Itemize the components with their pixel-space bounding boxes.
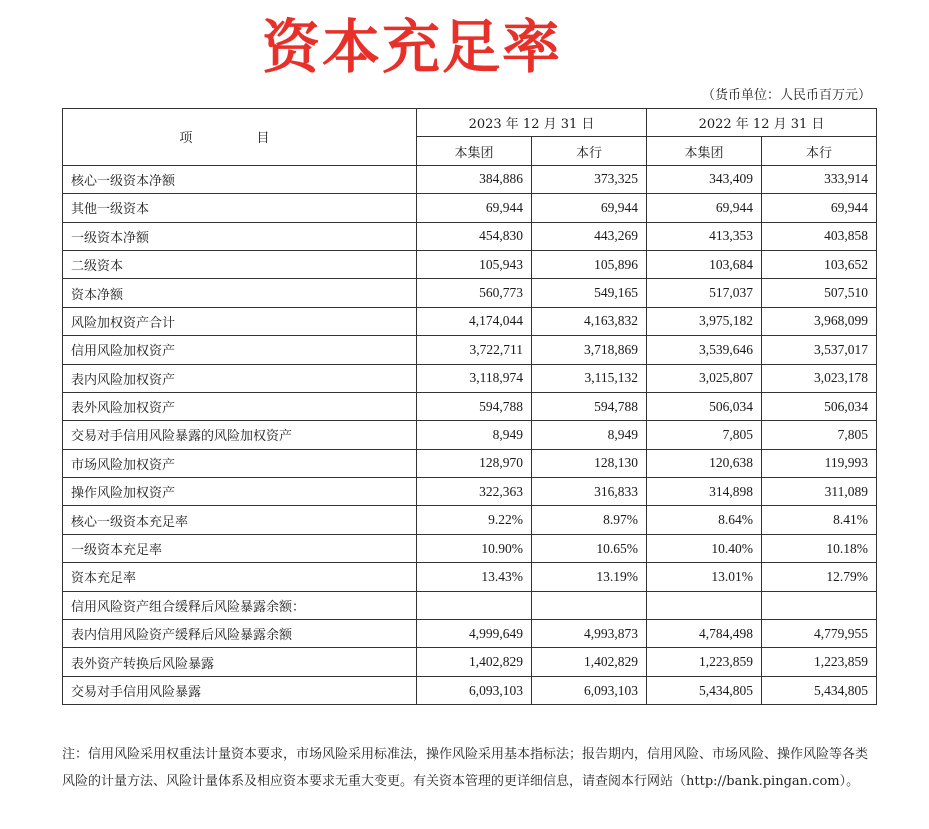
table-row — [63, 449, 877, 477]
value-cell: 5,434,805 — [647, 676, 762, 704]
value-cell: 314,898 — [647, 478, 762, 506]
row-label: 信用风险加权资产 — [63, 336, 417, 364]
value-cell: 384,886 — [417, 165, 532, 193]
value-cell: 4,993,873 — [532, 620, 647, 648]
group-2022-header: 本集团 — [647, 137, 762, 165]
table-row — [63, 506, 877, 534]
value-cell: 322,363 — [417, 478, 532, 506]
value-cell: 13.01% — [647, 563, 762, 591]
value-cell: 506,034 — [762, 392, 877, 420]
value-cell: 413,353 — [647, 222, 762, 250]
value-cell: 8,949 — [532, 421, 647, 449]
value-cell: 1,223,859 — [647, 648, 762, 676]
table-row — [63, 421, 877, 449]
row-label: 表外风险加权资产 — [63, 392, 417, 420]
value-cell: 8.64% — [647, 506, 762, 534]
value-cell: 3,718,869 — [532, 336, 647, 364]
value-cell: 128,970 — [417, 449, 532, 477]
value-cell: 594,788 — [417, 392, 532, 420]
value-cell: 403,858 — [762, 222, 877, 250]
value-cell: 1,402,829 — [532, 648, 647, 676]
value-cell — [762, 591, 877, 619]
row-label: 表内信用风险资产缓释后风险暴露余额 — [63, 620, 417, 648]
value-cell: 3,539,646 — [647, 336, 762, 364]
value-cell: 69,944 — [532, 194, 647, 222]
row-label: 市场风险加权资产 — [63, 449, 417, 477]
value-cell: 311,089 — [762, 478, 877, 506]
row-label: 交易对手信用风险暴露的风险加权资产 — [63, 421, 417, 449]
row-label: 一级资本充足率 — [63, 534, 417, 562]
value-cell: 507,510 — [762, 279, 877, 307]
value-cell: 7,805 — [762, 421, 877, 449]
row-label: 资本充足率 — [63, 563, 417, 591]
value-cell: 373,325 — [532, 165, 647, 193]
table-row — [63, 534, 877, 562]
currency-unit-note: （货币单位：人民币百万元） — [701, 88, 871, 103]
value-cell: 3,968,099 — [762, 307, 877, 335]
value-cell: 443,269 — [532, 222, 647, 250]
value-cell: 3,722,711 — [417, 336, 532, 364]
value-cell: 4,779,955 — [762, 620, 877, 648]
value-cell: 8,949 — [417, 421, 532, 449]
table-row — [63, 364, 877, 392]
table-row — [63, 250, 877, 278]
value-cell: 560,773 — [417, 279, 532, 307]
table-row — [63, 478, 877, 506]
value-cell: 10.90% — [417, 534, 532, 562]
value-cell: 316,833 — [532, 478, 647, 506]
value-cell: 105,896 — [532, 250, 647, 278]
page-title: 资本充足率 — [262, 13, 563, 81]
value-cell: 517,037 — [647, 279, 762, 307]
value-cell: 10.18% — [762, 534, 877, 562]
row-label: 核心一级资本净额 — [63, 165, 417, 193]
value-cell: 12.79% — [762, 563, 877, 591]
value-cell: 506,034 — [647, 392, 762, 420]
value-cell: 9.22% — [417, 506, 532, 534]
value-cell: 3,025,807 — [647, 364, 762, 392]
value-cell: 3,023,178 — [762, 364, 877, 392]
capital-adequacy-table — [62, 108, 877, 705]
group-2023-header: 本集团 — [417, 137, 532, 165]
value-cell: 594,788 — [532, 392, 647, 420]
value-cell: 8.41% — [762, 506, 877, 534]
period-2022-header: 2022 年 12 月 31 日 — [647, 109, 877, 137]
value-cell: 69,944 — [647, 194, 762, 222]
value-cell: 4,163,832 — [532, 307, 647, 335]
table-row — [63, 620, 877, 648]
value-cell: 69,944 — [417, 194, 532, 222]
row-label: 二级资本 — [63, 250, 417, 278]
row-label: 核心一级资本充足率 — [63, 506, 417, 534]
table-row — [63, 563, 877, 591]
value-cell: 10.65% — [532, 534, 647, 562]
row-label: 操作风险加权资产 — [63, 478, 417, 506]
value-cell — [417, 591, 532, 619]
row-label: 其他一级资本 — [63, 194, 417, 222]
row-label: 表内风险加权资产 — [63, 364, 417, 392]
value-cell: 3,115,132 — [532, 364, 647, 392]
value-cell — [647, 591, 762, 619]
table-row — [63, 279, 877, 307]
row-label: 一级资本净额 — [63, 222, 417, 250]
value-cell: 4,784,498 — [647, 620, 762, 648]
value-cell: 119,993 — [762, 449, 877, 477]
row-label: 资本净额 — [63, 279, 417, 307]
row-label: 风险加权资产合计 — [63, 307, 417, 335]
value-cell: 1,223,859 — [762, 648, 877, 676]
value-cell: 454,830 — [417, 222, 532, 250]
value-cell: 103,652 — [762, 250, 877, 278]
value-cell: 69,944 — [762, 194, 877, 222]
table-row — [63, 194, 877, 222]
value-cell: 343,409 — [647, 165, 762, 193]
table-row — [63, 336, 877, 364]
table-row — [63, 165, 877, 193]
table-row — [63, 307, 877, 335]
table-row — [63, 648, 877, 676]
value-cell: 128,130 — [532, 449, 647, 477]
table-row — [63, 591, 877, 619]
bank-2023-header: 本行 — [532, 137, 647, 165]
table-row — [63, 392, 877, 420]
value-cell: 120,638 — [647, 449, 762, 477]
row-label: 交易对手信用风险暴露 — [63, 676, 417, 704]
value-cell: 13.19% — [532, 563, 647, 591]
period-2023-header: 2023 年 12 月 31 日 — [417, 109, 647, 137]
value-cell: 4,174,044 — [417, 307, 532, 335]
value-cell: 105,943 — [417, 250, 532, 278]
value-cell: 5,434,805 — [762, 676, 877, 704]
value-cell: 3,975,182 — [647, 307, 762, 335]
value-cell: 7,805 — [647, 421, 762, 449]
value-cell: 6,093,103 — [417, 676, 532, 704]
value-cell: 6,093,103 — [532, 676, 647, 704]
value-cell: 13.43% — [417, 563, 532, 591]
item-column-header: 项 目 — [63, 109, 417, 166]
table-row — [63, 222, 877, 250]
value-cell: 3,118,974 — [417, 364, 532, 392]
value-cell: 1,402,829 — [417, 648, 532, 676]
value-cell: 549,165 — [532, 279, 647, 307]
value-cell: 3,537,017 — [762, 336, 877, 364]
value-cell: 103,684 — [647, 250, 762, 278]
value-cell: 8.97% — [532, 506, 647, 534]
bank-2022-header: 本行 — [762, 137, 877, 165]
value-cell: 4,999,649 — [417, 620, 532, 648]
table-row — [63, 676, 877, 704]
footnote: 注：信用风险采用权重法计量资本要求，市场风险采用标准法，操作风险采用基本指标法；报告期内，信用风险、市场风险、操作风险等各类风险的计量方法、风险计量体系及相应资本要求无重大变更。有关资本管理的更详细信息，请查阅本行网站（http://bank.pingan.com）。 — [62, 747, 869, 789]
row-label: 信用风险资产组合缓释后风险暴露余额： — [63, 591, 417, 619]
row-label: 表外资产转换后风险暴露 — [63, 648, 417, 676]
value-cell: 10.40% — [647, 534, 762, 562]
value-cell: 333,914 — [762, 165, 877, 193]
value-cell — [532, 591, 647, 619]
